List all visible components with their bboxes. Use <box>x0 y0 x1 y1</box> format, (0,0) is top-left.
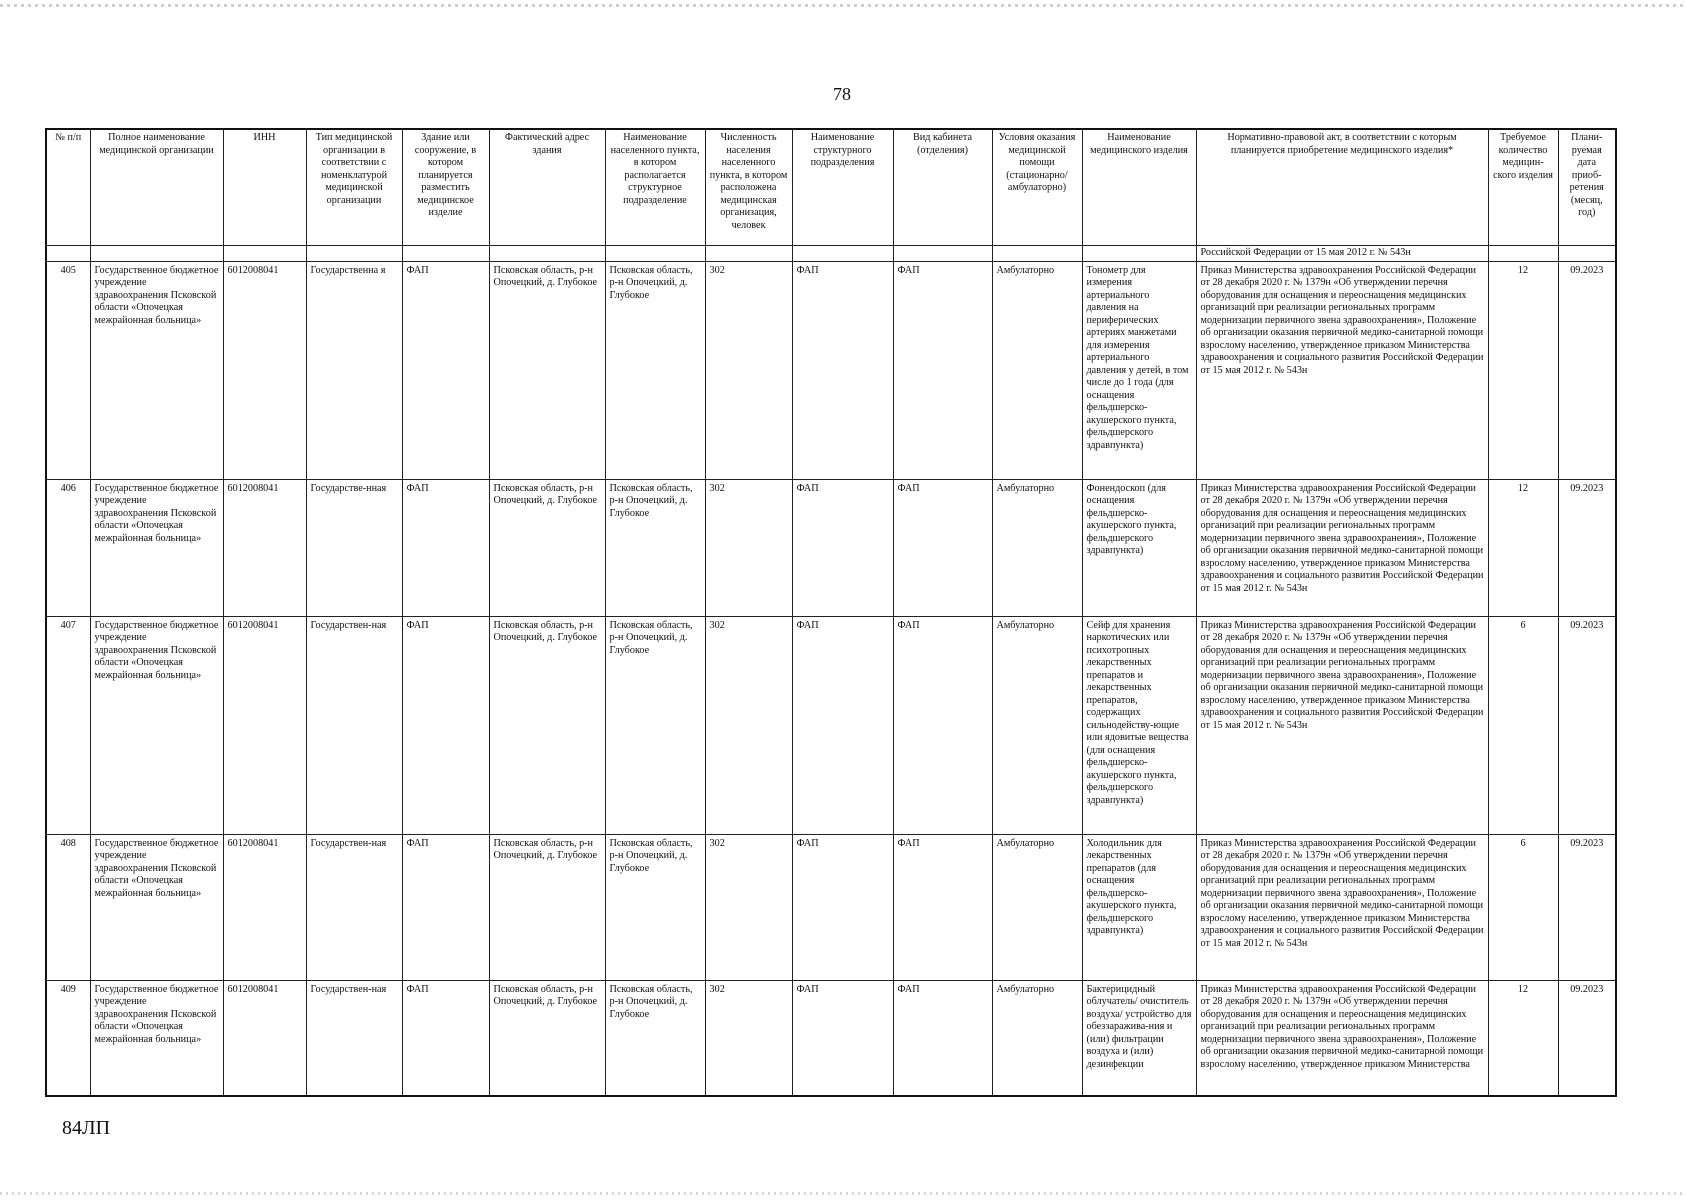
row-cabinet: ФАП <box>893 834 992 980</box>
row-address: Псковская область, р-н Опочецкий, д. Глубокое <box>489 834 605 980</box>
row-conditions: Амбулаторно <box>992 261 1082 479</box>
row-qty: 6 <box>1488 834 1558 980</box>
row-inn: 6012008041 <box>223 479 306 616</box>
row-inn: 6012008041 <box>223 980 306 1096</box>
row-building: ФАП <box>402 479 489 616</box>
row-act: Приказ Министерства здравоохранения Российской Федерации от 28 декабря 2020 г. № 1379н «Об утверждении перечня оборудования для оснащения и переоснащения медицинских организаций при реализации региональных программ модернизации первичного звена здравоохранения», Положение об организации оказания первичной медико-санитарной помощи взрослому населению, утвержденное приказом Министерства здравоохранения и социального развития Российской Федерации от 15 мая 2012 г. № 543н <box>1196 261 1488 479</box>
row-population: 302 <box>705 980 792 1096</box>
row-act: Приказ Министерства здравоохранения Российской Федерации от 28 декабря 2020 г. № 1379н «Об утверждении перечня оборудования для оснащения и переоснащения медицинских организаций при реализации региональных программ модернизации первичного звена здравоохранения», Положение об организации оказания первичной медико-санитарной помощи взрослому населению, утвержденное приказом Министерства здравоохранения и социального развития Российской Федерации от 15 мая 2012 г. № 543н <box>1196 834 1488 980</box>
row-num: 406 <box>46 479 90 616</box>
row-address: Псковская область, р-н Опочецкий, д. Глубокое <box>489 616 605 834</box>
row-conditions: Амбулаторно <box>992 616 1082 834</box>
row-date: 09.2023 <box>1558 980 1616 1096</box>
row-subdivision: ФАП <box>792 616 893 834</box>
page-number: 78 <box>833 84 851 104</box>
header-inn: ИНН <box>223 129 306 246</box>
row-act: Приказ Министерства здравоохранения Российской Федерации от 28 декабря 2020 г. № 1379н «Об утверждении перечня оборудования для оснащения и переоснащения медицинских организаций при реализации региональных программ модернизации первичного звена здравоохранения», Положение об организации оказания первичной медико-санитарной помощи взрослому населению, утвержденное приказом Министерства здравоохранения и социального развития Российской Федерации от 15 мая 2012 г. № 543н <box>1196 479 1488 616</box>
table-row <box>46 479 1616 616</box>
row-date: 09.2023 <box>1558 834 1616 980</box>
header-qty: Требуемое количество медицин-ского изделия <box>1488 129 1558 246</box>
header-date: Плани-руемая дата приоб-ретения (месяц, год) <box>1558 129 1616 246</box>
scan-edge-bottom <box>0 1192 1686 1195</box>
row-population: 302 <box>705 616 792 834</box>
row-conditions: Амбулаторно <box>992 479 1082 616</box>
row-subdivision: ФАП <box>792 261 893 479</box>
header-row <box>46 129 1616 246</box>
header-building: Здание или сооружение, в котором планируется разместить медицинское изделие <box>402 129 489 246</box>
header-population: Численность населения населенного пункта, в котором расположена медицинская организация, человек <box>705 129 792 246</box>
row-building: ФАП <box>402 980 489 1096</box>
row-num: 409 <box>46 980 90 1096</box>
row-org: Государственное бюджетное учреждение здравоохранения Псковской области «Опочецкая межрайонная больница» <box>90 479 223 616</box>
row-locality: Псковская область, р-н Опочецкий, д. Глубокое <box>605 616 705 834</box>
row-subdivision: ФАП <box>792 980 893 1096</box>
header-locality: Наименование населенного пункта, в котором располагается структурное подразделение <box>605 129 705 246</box>
row-subdivision: ФАП <box>792 834 893 980</box>
row-org: Государственное бюджетное учреждение здравоохранения Псковской области «Опочецкая межрайонная больница» <box>90 616 223 834</box>
row-address: Псковская область, р-н Опочецкий, д. Глубокое <box>489 980 605 1096</box>
header-device: Наименование медицинского изделия <box>1082 129 1196 246</box>
row-type: Государствен-ная <box>306 616 402 834</box>
row-qty: 12 <box>1488 980 1558 1096</box>
header-type: Тип медицинской организации в соответствии с номенклатурой медицинской организации <box>306 129 402 246</box>
row-building: ФАП <box>402 616 489 834</box>
row-building: ФАП <box>402 834 489 980</box>
row-address: Псковская область, р-н Опочецкий, д. Глубокое <box>489 261 605 479</box>
table-row <box>46 616 1616 834</box>
row-type: Государстве-нная <box>306 479 402 616</box>
row-device: Холодильник для лекарственных препаратов (для оснащения фельдшерско-акушерского пункта, фельдшерского здравпункта) <box>1082 834 1196 980</box>
row-num: 405 <box>46 261 90 479</box>
row-locality: Псковская область, р-н Опочецкий, д. Глубокое <box>605 261 705 479</box>
row-address: Псковская область, р-н Опочецкий, д. Глубокое <box>489 479 605 616</box>
row-device: Сейф для хранения наркотических или психотропных лекарственных препаратов и лекарственных препаратов, содержащих сильнодейству-ющие или ядовитые вещества (для оснащения фельдшерско-акушерского пункта, фельдшерского здравпункта) <box>1082 616 1196 834</box>
row-device: Фонендоскоп (для оснащения фельдшерско-акушерского пункта, фельдшерского здравпункта) <box>1082 479 1196 616</box>
header-conditions: Условия оказания медицинской помощи (стационарно/ амбулаторно) <box>992 129 1082 246</box>
header-org: Полное наименование медицинской организации <box>90 129 223 246</box>
row-cabinet: ФАП <box>893 479 992 616</box>
table-row <box>46 980 1616 1096</box>
row-cabinet: ФАП <box>893 261 992 479</box>
footer-code: 84ЛП <box>62 1117 111 1139</box>
row-population: 302 <box>705 834 792 980</box>
continuation-row <box>46 246 1616 262</box>
header-num: № п/п <box>46 129 90 246</box>
row-act: Приказ Министерства здравоохранения Российской Федерации от 28 декабря 2020 г. № 1379н «Об утверждении перечня оборудования для оснащения и переоснащения медицинских организаций при реализации региональных программ модернизации первичного звена здравоохранения», Положение об организации оказания первичной медико-санитарной помощи взрослому населению, утвержденное приказом Министерства здравоохранения и социального развития Российской Федерации от 15 мая 2012 г. № 543н <box>1196 616 1488 834</box>
row-inn: 6012008041 <box>223 616 306 834</box>
row-cabinet: ФАП <box>893 980 992 1096</box>
row-org: Государственное бюджетное учреждение здравоохранения Псковской области «Опочецкая межрайонная больница» <box>90 261 223 479</box>
row-conditions: Амбулаторно <box>992 980 1082 1096</box>
row-subdivision: ФАП <box>792 479 893 616</box>
row-qty: 12 <box>1488 479 1558 616</box>
row-date: 09.2023 <box>1558 479 1616 616</box>
header-address: Фактический адрес здания <box>489 129 605 246</box>
row-date: 09.2023 <box>1558 261 1616 479</box>
row-num: 407 <box>46 616 90 834</box>
row-building: ФАП <box>402 261 489 479</box>
row-device: Бактерицидный облучатель/ очиститель воздуха/ устройство для обеззаражива-ния и (или) фильтрации воздуха и (или) дезинфекции <box>1082 980 1196 1096</box>
row-org: Государственное бюджетное учреждение здравоохранения Псковской области «Опочецкая межрайонная больница» <box>90 980 223 1096</box>
equipment-table <box>45 128 1617 1097</box>
header-act: Нормативно-правовой акт, в соответствии с которым планируется приобретение медицинского изделия* <box>1196 129 1488 246</box>
scan-edge-top <box>0 4 1686 7</box>
row-qty: 6 <box>1488 616 1558 834</box>
row-qty: 12 <box>1488 261 1558 479</box>
row-cabinet: ФАП <box>893 616 992 834</box>
row-inn: 6012008041 <box>223 261 306 479</box>
row-locality: Псковская область, р-н Опочецкий, д. Глубокое <box>605 980 705 1096</box>
row-org: Государственное бюджетное учреждение здравоохранения Псковской области «Опочецкая межрайонная больница» <box>90 834 223 980</box>
table-row <box>46 261 1616 479</box>
row-device: Тонометр для измерения артериального давления на периферических артериях манжетами для измерения артериального давления у детей, в том числе до 1 года (для оснащения фельдшерско-акушерского пункта, фельдшерского здравпункта) <box>1082 261 1196 479</box>
row-inn: 6012008041 <box>223 834 306 980</box>
row-type: Государствен-ная <box>306 834 402 980</box>
row-num: 408 <box>46 834 90 980</box>
row-population: 302 <box>705 261 792 479</box>
row-type: Государственна я <box>306 261 402 479</box>
table-row <box>46 834 1616 980</box>
row-conditions: Амбулаторно <box>992 834 1082 980</box>
row-population: 302 <box>705 479 792 616</box>
row-locality: Псковская область, р-н Опочецкий, д. Глубокое <box>605 834 705 980</box>
row-act: Приказ Министерства здравоохранения Российской Федерации от 28 декабря 2020 г. № 1379н «Об утверждении перечня оборудования для оснащения и переоснащения медицинских организаций при реализации региональных программ модернизации первичного звена здравоохранения», Положение об организации оказания первичной медико-санитарной помощи взрослому населению, утвержденное приказом Министерства <box>1196 980 1488 1096</box>
header-cabinet: Вид кабинета (отделения) <box>893 129 992 246</box>
row-locality: Псковская область, р-н Опочецкий, д. Глубокое <box>605 479 705 616</box>
continuation-text: Российской Федерации от 15 мая 2012 г. № 543н <box>1196 246 1488 262</box>
header-subdivision: Наименование структурного подразделения <box>792 129 893 246</box>
row-type: Государствен-ная <box>306 980 402 1096</box>
row-date: 09.2023 <box>1558 616 1616 834</box>
